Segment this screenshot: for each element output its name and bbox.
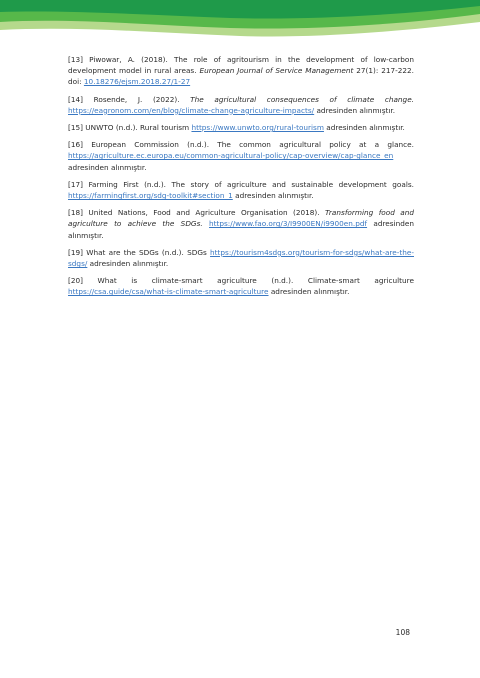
reference-link[interactable]: https://eagronom.com/en/blog/climate-change-agriculture-impacts/ bbox=[68, 105, 315, 115]
reference-text: adresinden alınmıştır. bbox=[314, 105, 396, 115]
reference-link[interactable]: https://agriculture.ec.europa.eu/common-agricultural-policy/cap-overview/cap-glance_en bbox=[68, 151, 394, 161]
reference-text: adresinden alınmıştır. bbox=[268, 287, 350, 297]
reference-text: adresinden alınmıştır. bbox=[68, 219, 414, 240]
reference-italic: The agricultural consequences of climate change. bbox=[190, 94, 415, 104]
reference-item bbox=[68, 247, 414, 269]
reference-item bbox=[68, 54, 414, 88]
reference-item bbox=[68, 275, 414, 297]
reference-text: [20] What is climate-smart agriculture (n.d.). Climate-smart agriculture bbox=[68, 276, 414, 286]
reference-text: adresinden alınmıştır. bbox=[232, 191, 314, 201]
reference-link[interactable]: https://csa.guide/csa/what-is-climate-smart-agriculture bbox=[68, 287, 269, 297]
reference-text: adresinden alınmıştır. bbox=[68, 162, 147, 172]
reference-text: 27(1): 217-222. doi: bbox=[68, 66, 414, 87]
reference-item bbox=[68, 94, 414, 116]
page-number: 108 bbox=[395, 628, 410, 637]
reference-text: [19] What are the SDGs (n.d.). SDGs bbox=[68, 247, 211, 257]
reference-italic: Transforming food and agriculture to achieve the SDGs. bbox=[68, 208, 414, 229]
reference-list bbox=[68, 54, 414, 304]
reference-item bbox=[68, 122, 414, 133]
reference-text: [16] European Commission (n.d.). The common agricultural policy at a glance. bbox=[68, 140, 414, 150]
reference-text: [14] Rosende, J. (2022). bbox=[68, 94, 191, 104]
reference-item bbox=[68, 139, 414, 173]
reference-text: [17] Farming First (n.d.). The story of agriculture and sustainable development goals. bbox=[68, 179, 414, 189]
reference-text: [18] United Nations, Food and Agriculture Organisation (2018). bbox=[68, 208, 326, 218]
reference-text: adresinden alınmıştır. bbox=[87, 259, 169, 269]
reference-italic: European Journal of Service Management bbox=[199, 66, 354, 76]
reference-link[interactable]: https://www.unwto.org/rural-tourism bbox=[191, 123, 324, 133]
reference-text: [15] UNWTO (n.d.). Rural tourism bbox=[68, 123, 192, 133]
reference-text: adresinden alınmıştır. bbox=[323, 123, 405, 133]
reference-link[interactable]: https://www.fao.org/3/I9900EN/i9900en.pdf bbox=[209, 219, 368, 229]
reference-text: [13] Piwowar, A. (2018). The role of agritourism in the development of low-carbon development model in rural areas. bbox=[68, 55, 414, 76]
reference-link[interactable]: https://farmingfirst.org/sdg-toolkit#section_1 bbox=[68, 191, 233, 201]
reference-item bbox=[68, 207, 414, 241]
header-banner bbox=[0, 0, 480, 40]
reference-link[interactable]: 10.18276/ejsm.2018.27/1-27 bbox=[83, 77, 191, 87]
reference-item bbox=[68, 179, 414, 201]
reference-link[interactable]: https://tourism4sdgs.org/tourism-for-sdgs/what-are-the-sdgs/ bbox=[68, 247, 414, 269]
